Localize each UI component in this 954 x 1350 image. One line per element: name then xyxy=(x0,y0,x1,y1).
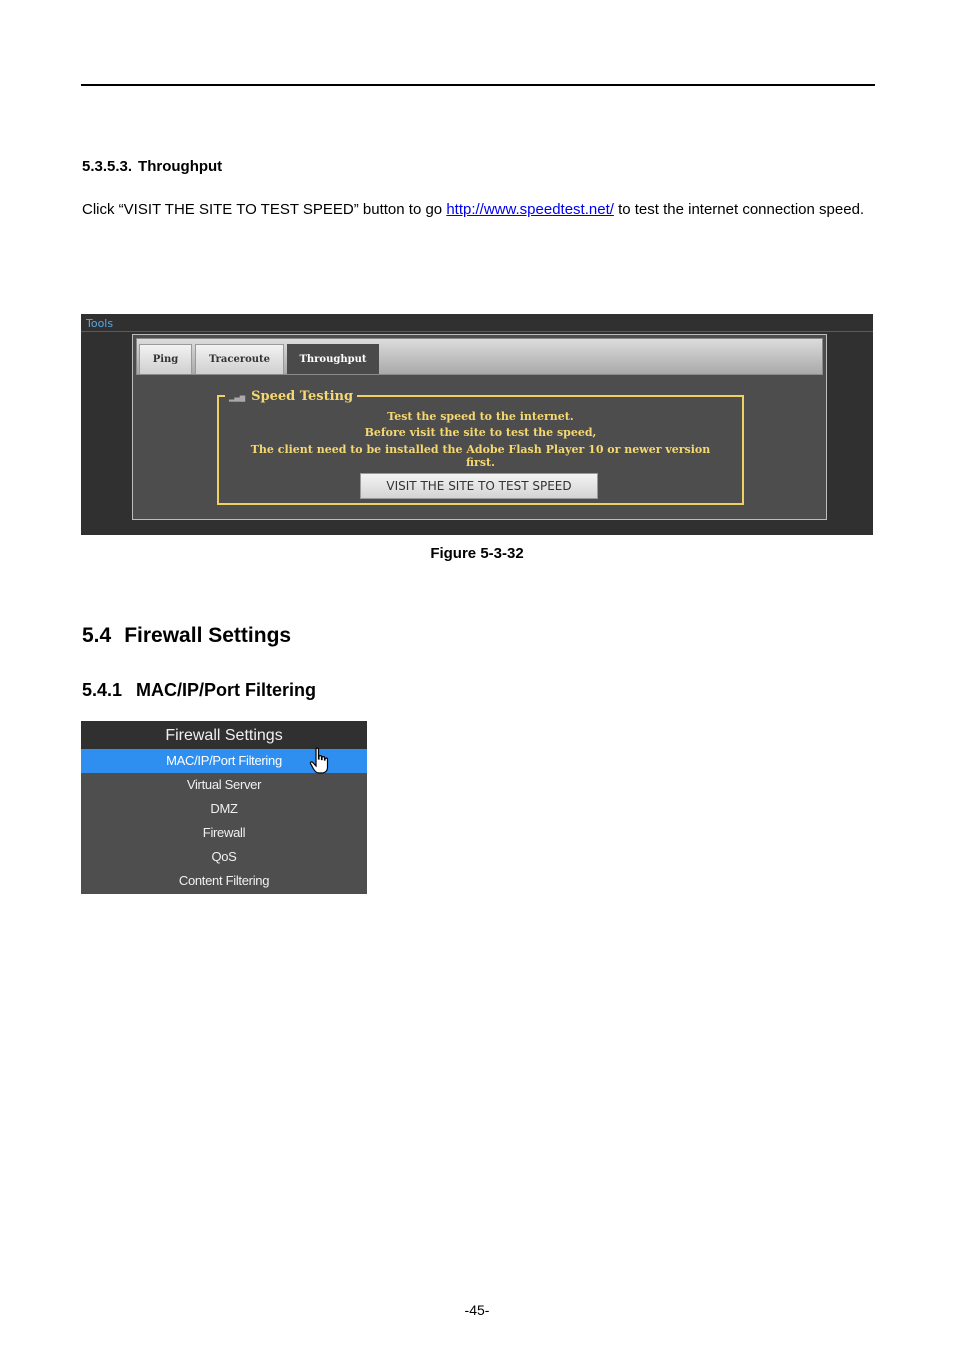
menu-item-dmz[interactable]: DMZ xyxy=(210,801,238,816)
firewall-menu-screenshot xyxy=(81,721,367,894)
speed-testing-box xyxy=(217,389,744,505)
mac-filtering-heading xyxy=(82,680,316,701)
menu-item-content-filtering[interactable]: Content Filtering xyxy=(178,873,270,888)
tab-bar xyxy=(136,338,823,375)
paragraph-text: Click “VISIT THE SITE TO TEST SPEED” button to go xyxy=(82,201,447,218)
heading-number: 5.4 xyxy=(82,624,112,647)
intro-paragraph xyxy=(82,195,874,224)
hand-cursor-icon xyxy=(309,747,333,775)
heading-number: 5.4.1 xyxy=(82,680,123,700)
legend-label: Speed Testing xyxy=(251,389,354,404)
menu-item-qos[interactable]: QoS xyxy=(211,849,237,864)
heading-number: 5.3.5.3. xyxy=(82,158,133,175)
heading-title: MAC/IP/Port Filtering xyxy=(136,680,317,700)
tools-screenshot xyxy=(81,314,873,535)
figure-caption: Figure 5-3-32 xyxy=(430,545,524,562)
tools-panel xyxy=(132,334,827,520)
tab-throughput[interactable]: Throughput xyxy=(287,344,379,374)
menu-item-mac-ip-port-filtering[interactable]: MAC/IP/Port Filtering xyxy=(81,749,367,773)
speedtest-link[interactable]: http://www.speedtest.net/ xyxy=(446,201,614,218)
heading-title: Throughput xyxy=(138,158,223,175)
tools-title: Tools xyxy=(86,317,114,330)
heading-title: Firewall Settings xyxy=(124,624,292,647)
speed-info-line: Test the speed to the internet. xyxy=(387,410,574,423)
firewall-heading xyxy=(82,624,291,648)
speed-info-line: first. xyxy=(466,456,495,469)
throughput-heading xyxy=(82,158,222,175)
header-rule xyxy=(81,84,875,86)
speed-info-line: Before visit the site to test the speed, xyxy=(364,426,597,439)
tab-traceroute[interactable]: Traceroute xyxy=(195,344,284,374)
visit-speedtest-button[interactable]: VISIT THE SITE TO TEST SPEED xyxy=(360,473,598,499)
menu-item-virtual-server[interactable]: Virtual Server xyxy=(186,777,262,792)
speed-testing-legend xyxy=(225,389,357,404)
tab-ping[interactable]: Ping xyxy=(139,344,192,374)
divider xyxy=(81,331,873,332)
signal-icon: ▂▄▆ xyxy=(229,393,246,402)
paragraph-text: to test the internet connection speed. xyxy=(613,201,865,218)
menu-item-firewall[interactable]: Firewall xyxy=(202,825,246,840)
menu-header[interactable]: Firewall Settings xyxy=(81,721,367,749)
speed-info-line: The client need to be installed the Adobe Flash Player 10 or newer version xyxy=(250,443,711,456)
page-number: -45- xyxy=(464,1302,490,1318)
